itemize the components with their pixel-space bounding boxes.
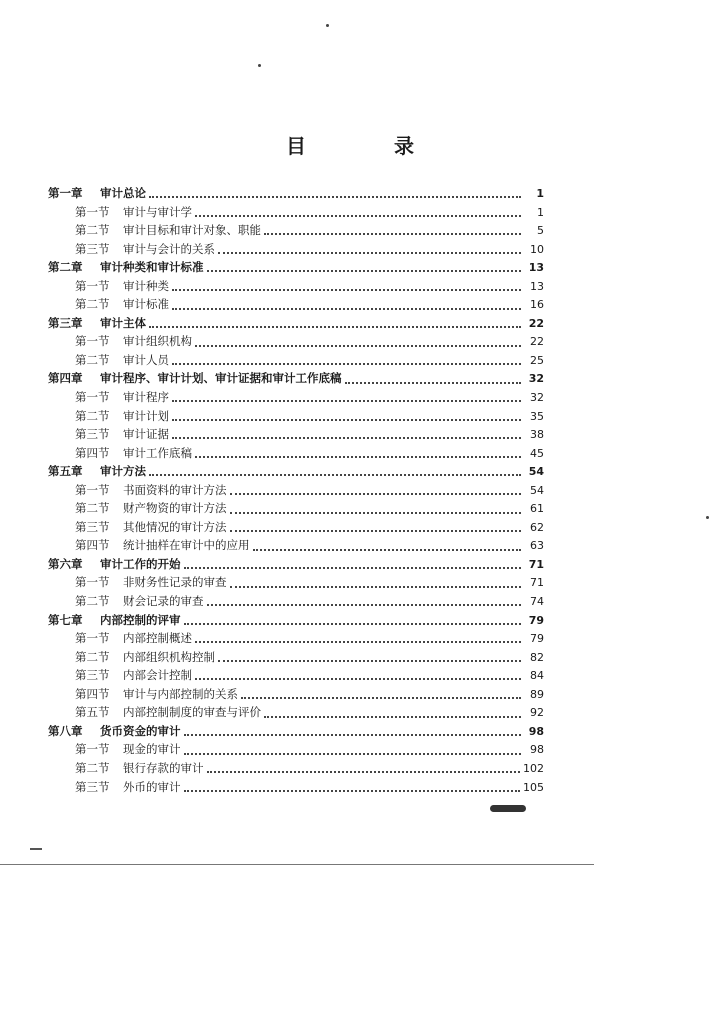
dot-leader [264,716,521,718]
toc-page-number: 45 [530,446,544,460]
dot-leader [230,512,522,514]
dot-leader [218,252,521,254]
toc-page-number: 102 [523,761,544,775]
toc-entry-number: 第二节 [75,223,110,238]
toc-section-row [48,666,544,685]
toc-page-number: 89 [530,687,544,701]
toc-page-number: 16 [530,298,544,312]
toc-page-number: 22 [528,316,544,330]
toc-entry-number: 第一节 [75,334,110,349]
toc-section-row [48,481,544,500]
dot-leader [241,697,521,699]
toc-section-row [48,629,544,648]
toc-page-number: 32 [530,391,544,405]
toc-section-row [48,703,544,722]
dot-leader [172,289,521,291]
dot-leader [172,400,521,402]
toc-entry-number: 第一节 [75,204,110,219]
toc-entry-title: 现金的审计 [123,742,181,757]
toc-entry-title: 银行存款的审计 [123,760,204,775]
toc-entry-number: 第五章 [48,464,83,479]
toc-entry-title: 统计抽样在审计中的应用 [123,538,250,553]
toc-page-number: 13 [528,261,544,275]
toc-entry-number: 第三节 [75,427,110,442]
table-of-contents [48,184,544,796]
toc-page-number: 35 [530,409,544,423]
toc-chapter-row [48,722,544,741]
dot-leader [149,474,521,476]
dot-leader [149,326,521,328]
toc-section-row [48,759,544,778]
dot-leader [195,641,521,643]
toc-section-row [48,388,544,407]
toc-entry-title: 审计总论 [100,186,146,200]
speck [258,64,261,67]
toc-page-number: 54 [530,483,544,497]
toc-entry-title: 审计与内部控制的关系 [123,686,238,701]
dot-leader [230,586,522,588]
toc-page-number: 5 [537,224,544,238]
toc-entry-title: 审计证据 [123,427,169,442]
toc-entry-number: 第二节 [75,594,110,609]
toc-section-row [48,425,544,444]
toc-entry-number: 第三章 [48,315,83,330]
toc-entry-title: 审计主体 [100,315,146,330]
toc-entry-number: 第二节 [75,501,110,516]
dot-leader [149,196,521,198]
toc-chapter-row [48,611,544,630]
toc-entry-number: 第一节 [75,631,110,646]
toc-entry-title: 审计工作底稿 [123,445,192,460]
dot-leader [184,623,522,625]
toc-entry-title: 审计与会计的关系 [123,241,215,256]
toc-section-row [48,332,544,351]
dot-leader [345,382,522,384]
dot-leader [195,678,521,680]
toc-page-number: 71 [530,576,544,590]
toc-entry-number: 第四节 [75,445,110,460]
toc-entry-number: 第六章 [48,556,83,571]
toc-section-row [48,518,544,537]
toc-entry-title: 内部控制概述 [123,631,192,646]
toc-entry-title: 审计程序 [123,390,169,405]
toc-page-number: 22 [530,335,544,349]
toc-section-row [48,592,544,611]
toc-page-number: 13 [530,279,544,293]
toc-entry-title: 审计人员 [123,352,169,367]
toc-entry-title: 审计组织机构 [123,334,192,349]
dot-leader [184,567,522,569]
toc-section-row [48,778,544,797]
dot-leader [184,790,521,792]
toc-section-row [48,240,544,259]
dot-leader [195,345,521,347]
toc-page-number: 1 [537,205,544,219]
toc-entry-title: 书面资料的审计方法 [123,482,227,497]
toc-chapter-row [48,462,544,481]
toc-page-number: 105 [523,780,544,794]
toc-entry-title: 审计目标和审计对象、职能 [123,223,261,238]
toc-page-number: 1 [536,187,544,200]
toc-entry-title: 其他情况的审计方法 [123,519,227,534]
toc-section-row [48,573,544,592]
toc-page-number: 79 [528,613,544,627]
dot-leader [218,660,521,662]
toc-entry-title: 审计与审计学 [123,204,192,219]
toc-entry-number: 第一章 [48,186,83,200]
dot-leader [172,419,521,421]
ink-smudge [490,805,526,812]
toc-entry-number: 第一节 [75,278,110,293]
toc-entry-title: 内部控制的评审 [100,612,181,627]
toc-entry-title: 审计种类和审计标准 [100,260,204,275]
toc-entry-title: 内部控制制度的审查与评价 [123,705,261,720]
dot-leader [264,233,521,235]
toc-entry-number: 第一节 [75,742,110,757]
toc-entry-title: 内部会计控制 [123,668,192,683]
toc-entry-number: 第二节 [75,649,110,664]
dot-leader [172,437,521,439]
toc-entry-title: 审计标准 [123,297,169,312]
speck [706,516,709,519]
toc-page-number: 92 [530,706,544,720]
toc-chapter-row [48,555,544,574]
toc-section-row [48,685,544,704]
toc-page-number: 63 [530,539,544,553]
toc-entry-title: 内部组织机构控制 [123,649,215,664]
dot-leader [184,753,522,755]
toc-entry-number: 第二节 [75,352,110,367]
toc-entry-number: 第二节 [75,408,110,423]
dot-leader [184,734,522,736]
toc-section-row [48,648,544,667]
toc-entry-title: 财产物资的审计方法 [123,501,227,516]
toc-entry-number: 第五节 [75,705,110,720]
dot-leader [195,215,521,217]
dot-leader [172,308,521,310]
toc-chapter-row [48,314,544,333]
toc-entry-number: 第一节 [75,390,110,405]
toc-page-number: 38 [530,428,544,442]
toc-page-number: 32 [528,372,544,386]
toc-entry-number: 第八章 [48,723,83,738]
toc-entry-title: 审计方法 [100,464,146,479]
toc-entry-title: 审计工作的开始 [100,556,181,571]
toc-section-row [48,536,544,555]
toc-entry-title: 审计种类 [123,278,169,293]
dot-leader [172,363,521,365]
toc-entry-title: 非财务性记录的审查 [123,575,227,590]
page-title: 目 录 [286,134,448,158]
dot-leader [207,270,522,272]
toc-page-number: 98 [530,743,544,757]
dot-leader [253,549,522,551]
toc-entry-number: 第二章 [48,260,83,275]
toc-entry-title: 外币的审计 [123,779,181,794]
toc-entry-number: 第二节 [75,297,110,312]
toc-entry-number: 第四节 [75,538,110,553]
dot-leader [195,456,521,458]
toc-section-row [48,407,544,426]
toc-entry-number: 第七章 [48,612,83,627]
dot-leader [230,530,522,532]
toc-page-number: 98 [528,724,544,738]
toc-page-number: 79 [530,632,544,646]
toc-page-number: 82 [530,650,544,664]
toc-page-number: 84 [530,669,544,683]
toc-entry-number: 第四节 [75,686,110,701]
toc-entry-title: 审计程序、审计计划、审计证据和审计工作底稿 [100,371,342,386]
toc-section-row [48,499,544,518]
dot-leader [207,771,521,773]
toc-section-row [48,740,544,759]
toc-page-number: 62 [530,520,544,534]
toc-page-number: 25 [530,353,544,367]
toc-page-number: 61 [530,502,544,516]
toc-entry-title: 财会记录的审查 [123,594,204,609]
scan-mark [30,848,42,850]
toc-entry-title: 审计计划 [123,408,169,423]
toc-page-number: 74 [530,595,544,609]
speck [326,24,329,27]
toc-section-row [48,351,544,370]
toc-section-row [48,444,544,463]
toc-section-row [48,277,544,296]
toc-entry-number: 第四章 [48,371,83,386]
toc-entry-title: 货币资金的审计 [100,723,181,738]
scan-edge-line [0,864,594,865]
toc-chapter-row [48,258,544,277]
toc-chapter-row [48,184,544,203]
toc-page-number: 71 [528,557,544,571]
toc-section-row [48,203,544,222]
toc-section-row [48,295,544,314]
toc-entry-number: 第三节 [75,241,110,256]
dot-leader [230,493,522,495]
toc-chapter-row [48,369,544,388]
toc-entry-number: 第一节 [75,575,110,590]
dot-leader [207,604,522,606]
toc-page-number: 10 [530,242,544,256]
toc-entry-number: 第三节 [75,668,110,683]
toc-entry-number: 第三节 [75,779,110,794]
toc-entry-number: 第一节 [75,482,110,497]
toc-page-number: 54 [528,465,544,479]
toc-entry-number: 第三节 [75,519,110,534]
toc-entry-number: 第二节 [75,760,110,775]
toc-section-row [48,221,544,240]
